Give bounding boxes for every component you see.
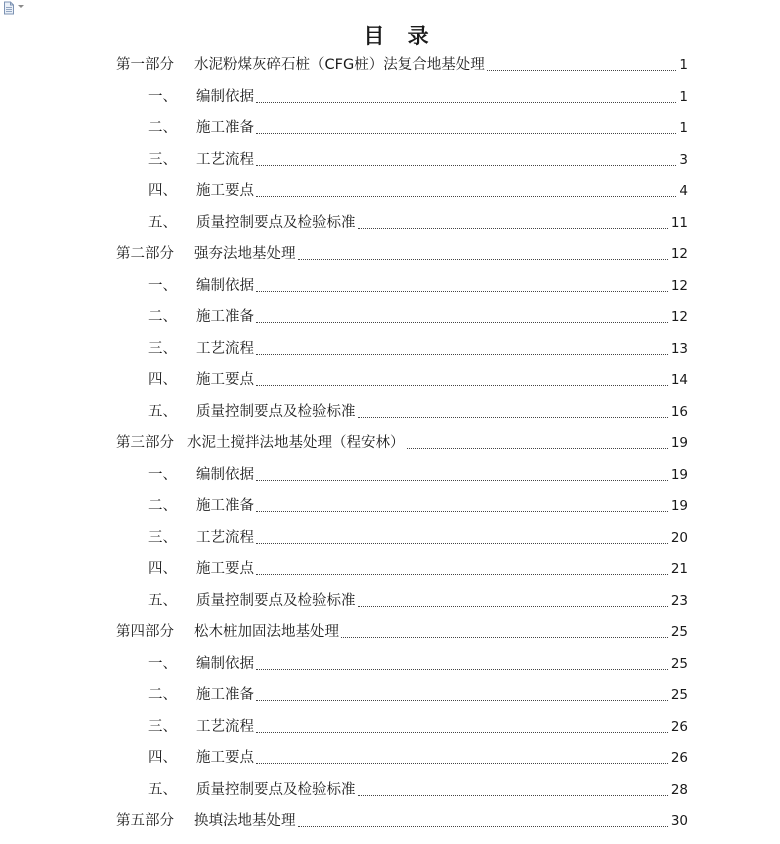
toc-dot-leader: [256, 291, 668, 292]
toc-part-entry[interactable]: [116, 811, 688, 831]
toc-section-entry[interactable]: [148, 87, 688, 107]
toc-dot-leader: [256, 354, 668, 355]
toc-section-entry[interactable]: [148, 213, 688, 233]
chevron-down-icon[interactable]: [18, 5, 24, 8]
toc-dot-leader: [256, 669, 668, 670]
toc-page-number: 3: [679, 151, 688, 168]
toc-dot-leader: [256, 102, 676, 103]
toc-entry-text: 水泥土搅拌法地基处理（程安林）: [187, 435, 405, 451]
toc-entry-number: 三、: [148, 529, 177, 546]
toc-section-entry[interactable]: [148, 150, 688, 170]
toc-entry-text: 换填法地基处理: [194, 813, 296, 829]
toc-entry-number: 四、: [148, 561, 177, 577]
toc-entry-number: 三、: [148, 151, 177, 168]
toc-entry-number: 一、: [148, 88, 177, 105]
toc-dot-leader: [256, 574, 668, 575]
toc-dot-leader: [256, 133, 676, 134]
toc-dot-leader: [256, 480, 668, 481]
toc-section-entry[interactable]: [148, 118, 688, 138]
toc-entry-text: 质量控制要点及检验标准: [196, 403, 356, 420]
toc-section-entry[interactable]: [148, 465, 688, 485]
toc-section-entry[interactable]: [148, 748, 688, 768]
toc-entry-text: 工艺流程: [196, 529, 254, 546]
toc-entry-text: 施工要点: [196, 750, 254, 766]
toc-part-entry[interactable]: [116, 433, 688, 453]
toc-dot-leader: [256, 385, 668, 386]
toc-section-entry[interactable]: [148, 654, 688, 674]
toc-entry-number: 五、: [148, 403, 177, 420]
toc-entry-number: 二、: [148, 687, 177, 703]
toc-entry-number: 三、: [148, 718, 177, 735]
toc-section-entry[interactable]: [148, 559, 688, 579]
toc-page-number: 23: [670, 592, 688, 609]
toc-page-number: 30: [670, 813, 688, 829]
toc-entry-text: 施工要点: [196, 372, 254, 388]
toc-page-number: 28: [670, 781, 688, 798]
toc-section-entry[interactable]: [148, 339, 688, 359]
toc-entry-number: 四、: [148, 372, 177, 388]
toc-page-number: 12: [670, 309, 688, 325]
toc-page-number: 12: [670, 246, 688, 262]
toc-entry-text: 施工要点: [196, 561, 254, 577]
toc-page-number: 4: [679, 183, 688, 199]
toc-entry-text: 松木桩加固法地基处理: [194, 624, 339, 640]
toc-entry-text: 施工准备: [196, 120, 254, 136]
toc-entry-text: 水泥粉煤灰碎石桩（CFG桩）法复合地基处理: [194, 57, 485, 73]
toc-dot-leader: [256, 322, 668, 323]
toc-part-entry[interactable]: [116, 244, 688, 264]
toc-section-entry[interactable]: [148, 307, 688, 327]
toc-dot-leader: [256, 763, 668, 764]
toc-dot-leader: [298, 826, 668, 827]
toc-dot-leader: [298, 259, 668, 260]
toc-entry-text: 施工准备: [196, 498, 254, 514]
toc-entry-text: 质量控制要点及检验标准: [196, 781, 356, 798]
toc-page-number: 1: [679, 57, 688, 73]
toc-dot-leader: [256, 700, 668, 701]
toc-page-number: 19: [670, 435, 688, 451]
toc-entry-number: 第四部分: [116, 624, 174, 640]
toc-title: 目 录: [363, 23, 437, 48]
toc-page-number: 25: [670, 624, 688, 640]
toc-entry-text: 质量控制要点及检验标准: [196, 592, 356, 609]
toc-entry-text: 施工准备: [196, 309, 254, 325]
toc-entry-text: 编制依据: [196, 466, 254, 483]
toc-page-number: 16: [670, 403, 688, 420]
toc-dot-leader: [256, 196, 676, 197]
toc-section-entry[interactable]: [148, 528, 688, 548]
toc-section-entry[interactable]: [148, 496, 688, 516]
toc-entry-text: 强夯法地基处理: [194, 246, 296, 262]
toc-entry-text: 编制依据: [196, 277, 254, 294]
toc-entry-text: 工艺流程: [196, 340, 254, 357]
toc-entry-number: 二、: [148, 120, 177, 136]
toc-section-entry[interactable]: [148, 717, 688, 737]
toc-section-entry[interactable]: [148, 181, 688, 201]
toc-page-number: 19: [670, 466, 688, 483]
toc-entry-number: 五、: [148, 781, 177, 798]
toc-entry-number: 一、: [148, 277, 177, 294]
toc-entry-text: 质量控制要点及检验标准: [196, 214, 356, 231]
toc-section-entry[interactable]: [148, 276, 688, 296]
toc-dot-leader: [487, 70, 677, 71]
toc-entry-number: 五、: [148, 214, 177, 231]
toc-page-number: 13: [670, 340, 688, 357]
toc-page-number: 1: [679, 88, 688, 105]
toc-dot-leader: [256, 732, 668, 733]
toc-entry-number: 四、: [148, 750, 177, 766]
toc-dot-leader: [407, 448, 668, 449]
toc-part-entry[interactable]: [116, 622, 688, 642]
toc-page-number: 1: [679, 120, 688, 136]
toc-page-number: 14: [670, 372, 688, 388]
toc-page-number: 11: [670, 214, 688, 231]
toc-dot-leader: [358, 795, 668, 796]
toc-section-entry[interactable]: [148, 780, 688, 800]
toc-dot-leader: [256, 543, 668, 544]
toc-section-entry[interactable]: [148, 591, 688, 611]
toc-entry-number: 一、: [148, 655, 177, 672]
toc-part-entry[interactable]: [116, 55, 688, 75]
toc-entry-number: 第五部分: [116, 813, 174, 829]
toc-entry-text: 工艺流程: [196, 151, 254, 168]
toc-page-number: 21: [670, 561, 688, 577]
toc-page-number: 26: [670, 750, 688, 766]
toc-dot-leader: [358, 228, 668, 229]
toc-entry-number: 四、: [148, 183, 177, 199]
toc-page-number: 25: [670, 655, 688, 672]
toc-dot-leader: [358, 606, 668, 607]
toc-entry-text: 施工准备: [196, 687, 254, 703]
toc-entry-number: 第一部分: [116, 57, 174, 73]
toc-entry-number: 二、: [148, 309, 177, 325]
toc-dot-leader: [256, 165, 676, 166]
toc-entry-number: 第二部分: [116, 246, 174, 262]
toc-section-entry[interactable]: [148, 402, 688, 422]
toc-entry-number: 一、: [148, 466, 177, 483]
toc-section-entry[interactable]: [148, 685, 688, 705]
toc-entry-text: 施工要点: [196, 183, 254, 199]
toc-section-entry[interactable]: [148, 370, 688, 390]
toc-dot-leader: [256, 511, 668, 512]
toc-entry-text: 编制依据: [196, 88, 254, 105]
toc-dot-leader: [341, 637, 668, 638]
document-icon[interactable]: [2, 1, 16, 15]
toc-entry-number: 五、: [148, 592, 177, 609]
toc-entry-text: 编制依据: [196, 655, 254, 672]
toc-page-number: 25: [670, 687, 688, 703]
toc-entry-number: 三、: [148, 340, 177, 357]
toc-entry-text: 工艺流程: [196, 718, 254, 735]
toc-page-number: 26: [670, 718, 688, 735]
toc-page-number: 19: [670, 498, 688, 514]
toc-entry-number: 第三部分: [116, 435, 174, 451]
toc-dot-leader: [358, 417, 668, 418]
toc-entry-number: 二、: [148, 498, 177, 514]
toc-page-number: 12: [670, 277, 688, 294]
toc-page-number: 20: [670, 529, 688, 546]
